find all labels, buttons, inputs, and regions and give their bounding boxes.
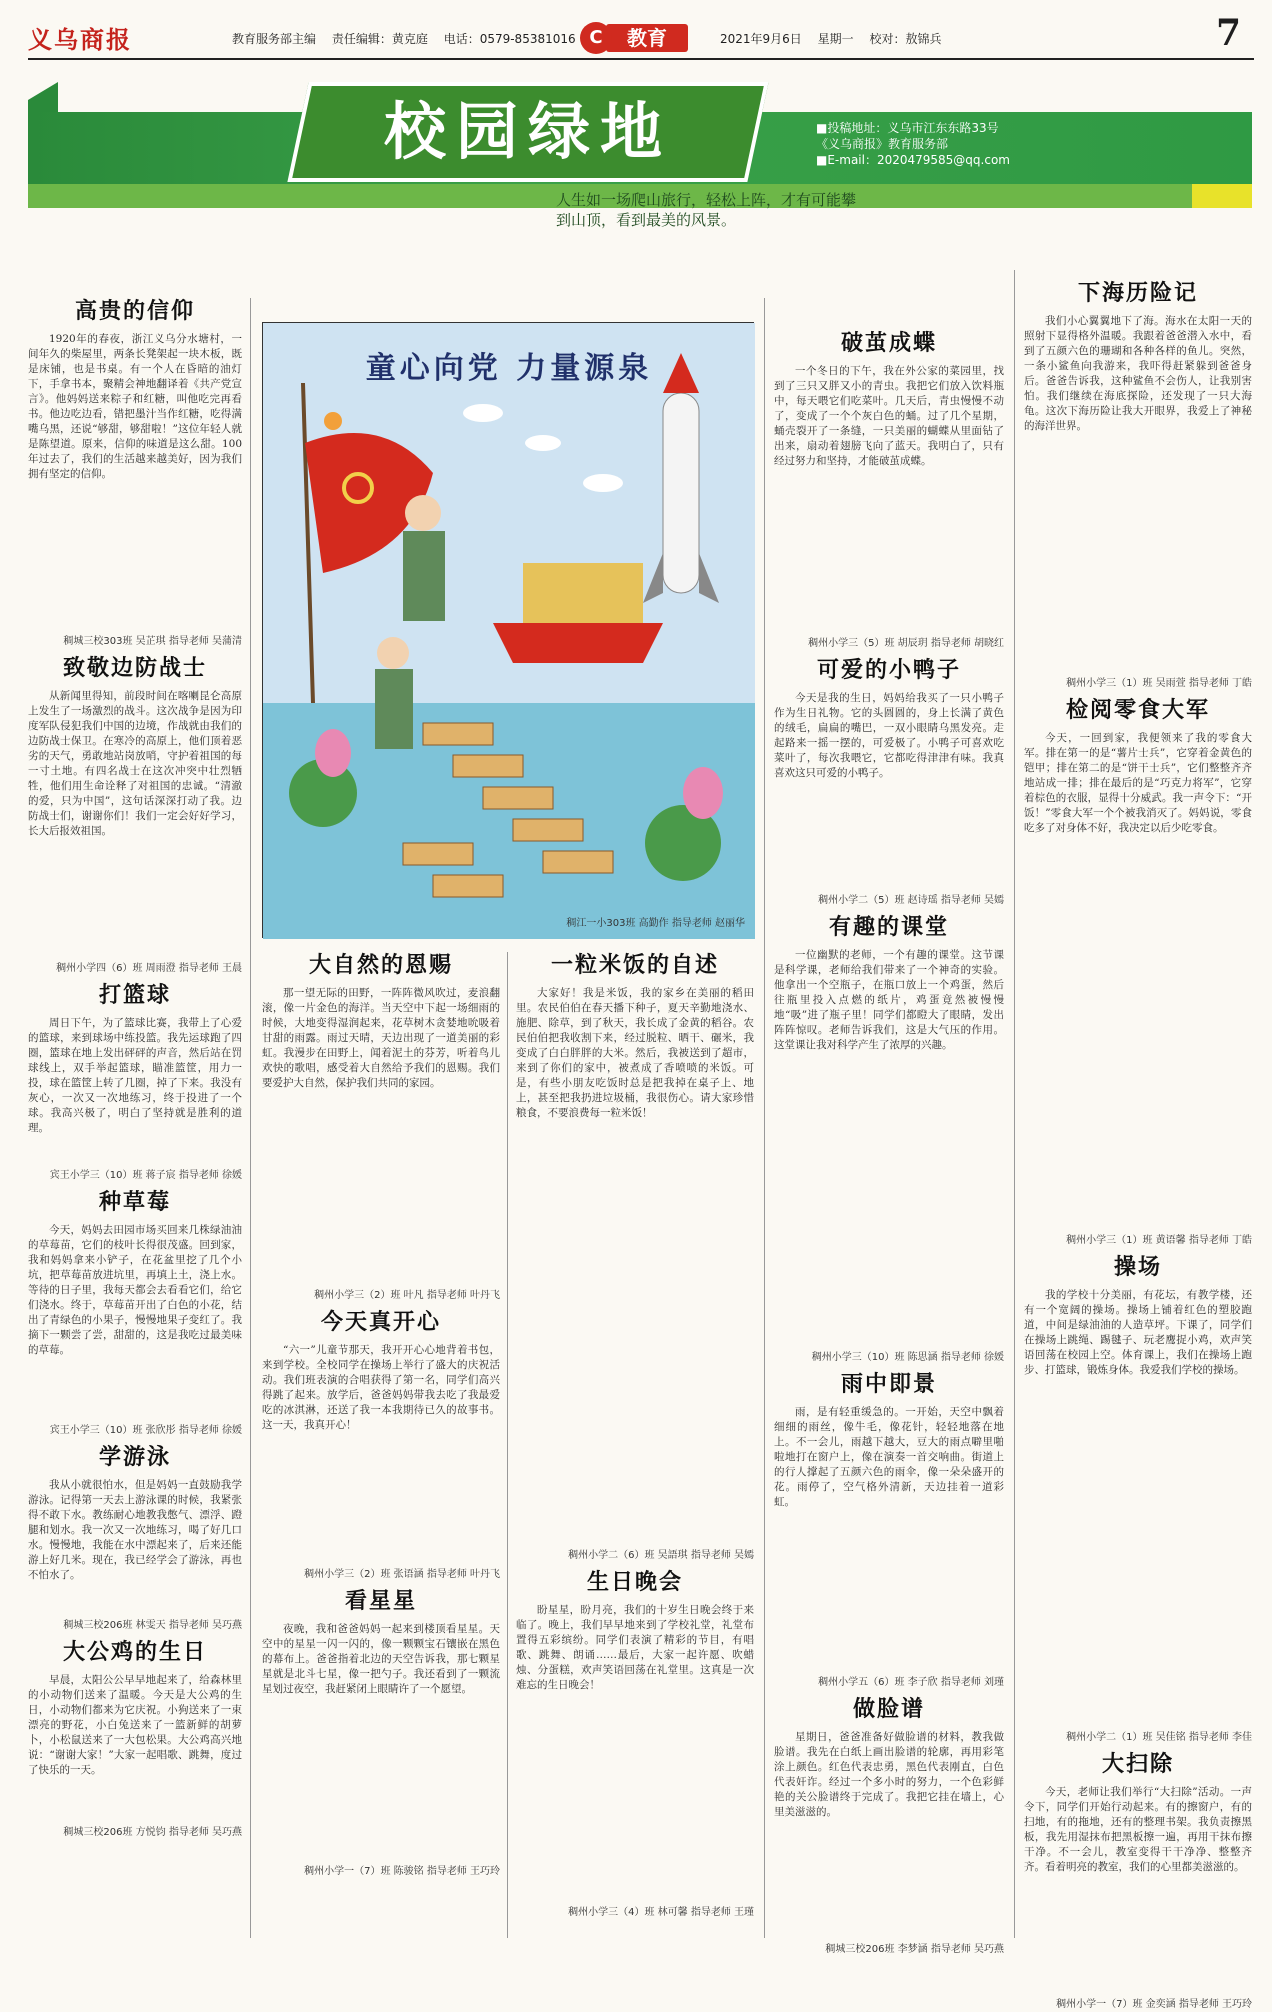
banner-title: 校园绿地 [383, 95, 672, 168]
bridge-plank [433, 875, 503, 897]
article [774, 1371, 1004, 1690]
article-byline: 稠州小学三（2）班 叶凡 指导老师 叶丹飞 [314, 1290, 500, 1301]
article-body: 雨，是有轻重缓急的。一开始，天空中飘着细细的雨丝，像牛毛，像花针，轻轻地落在地上。不一会儿，雨越下越大，豆大的雨点噼里啪啦地打在窗户上，像在演奏一首交响曲。街道上的行人撑起了五颜六色的雨伞，像一朵朵盛开的花。雨停了，空气格外清新，天边挂着一道彩虹。 [774, 1406, 1004, 1508]
issue-weekday: 星期一 [817, 32, 854, 46]
column-divider [1014, 270, 1015, 1938]
masthead [0, 0, 1272, 62]
article [28, 982, 242, 1183]
article [516, 1569, 754, 1920]
article-byline: 稠州小学二（6）班 吴語琪 指导老师 吴嫣 [568, 1550, 754, 1561]
article-byline: 宾王小学三（10）班 蒋子宸 指导老师 徐媛 [49, 1170, 242, 1181]
section-badge [580, 22, 700, 54]
article-title: 生日晚会 [586, 1570, 683, 1595]
article-byline: 稠州小学二（1）班 吴佳铭 指导老师 李佳 [1066, 1732, 1252, 1743]
article-byline: 稠州小学三（10）班 陈思涵 指导老师 徐媛 [811, 1352, 1004, 1363]
contact-department: 《义乌商报》教育服务部 [816, 137, 949, 151]
article-title: 操场 [1113, 1255, 1162, 1280]
article-title: 学游泳 [98, 1445, 171, 1470]
article [262, 1309, 500, 1582]
article-title: 下海历险记 [1077, 281, 1198, 306]
article-title: 雨中即景 [840, 1372, 937, 1397]
column-center-far [774, 330, 1004, 1955]
column-divider [250, 298, 251, 1938]
article-body: 今天，老师让我们举行“大扫除”活动。一声令下，同学们开始行动起来。有的擦窗户，有的扫地，有的拖地，还有的整理书架。我负责擦黑板，我先用湿抹布把黑板擦一遍，再用干抹布擦干净。不一会儿，教室变得干干净净、整整齐齐。看着明亮的教室，我们的心里都美滋滋的。 [1024, 1786, 1252, 1873]
article-title: 检阅零食大军 [1065, 698, 1210, 723]
column-center-right [516, 952, 754, 1938]
issue-info [720, 30, 954, 47]
column-left [28, 298, 242, 1938]
bridge-plank [453, 755, 523, 777]
article [1024, 280, 1252, 691]
article-title: 一粒米饭的自述 [550, 953, 719, 978]
article [28, 1189, 242, 1438]
editor-info [232, 30, 588, 47]
bridge-plank [483, 787, 553, 809]
rocket-body [663, 393, 699, 593]
section-logo-icon: C [580, 22, 612, 54]
article-byline: 稠城三校206班 林雯天 指导老师 吴巧燕 [63, 1620, 242, 1631]
submission-contacts [816, 120, 1010, 168]
soldier-figure [403, 531, 445, 621]
contact-email: ■E-mail：2020479585@qq.com [816, 153, 1010, 167]
article-body: 那一望无际的田野，一阵阵微风吹过，麦浪翻滚，像一片金色的海洋。当天空中下起一场细雨的时候，大地变得湿润起来，花草树木贪婪地吮吸着甘甜的雨露。雨过天晴，天边出现了一道美丽的彩虹。我漫步在田野上，闻着泥土的芬芳，听着鸟儿欢快的歌唱，感受着大自然给予我们的恩赐。我们要爱护大自然，保护我们共同的家园。 [262, 987, 500, 1089]
dove-icon [583, 474, 623, 492]
red-boat [493, 623, 663, 663]
issue-date: 2021年9月6日 [720, 32, 802, 46]
article-title: 致敬边防战士 [62, 656, 207, 681]
article-byline: 稠城三校206班 方悦钧 指导老师 吴巧燕 [63, 1827, 242, 1838]
article-title: 破茧成蝶 [840, 331, 937, 356]
column-divider [764, 298, 765, 1938]
article-body: 今天，妈妈去田园市场买回来几株绿油油的草莓苗，它们的枝叶长得很茂盛。回到家，我和妈妈拿来小铲子，在花盆里挖了几个小坑，把草莓苗放进坑里，再填上土，浇上水。等待的日子里，我每天都会去看看它们，给它们浇水。终于，草莓苗开出了白色的小花，结出了青绿色的小果子，慢慢地果子变红了。我摘下一颗尝了尝，甜甜的，这是我吃过最美味的草莓。 [28, 1224, 242, 1356]
soldier-figure [375, 669, 413, 749]
article [774, 657, 1004, 908]
banner-corner-decoration [28, 82, 58, 112]
article-title: 种草莓 [98, 1190, 171, 1215]
lotus-flower [683, 767, 723, 819]
featured-painting [262, 322, 754, 938]
page-number: 7 [1216, 12, 1242, 54]
painting-title: 童心向党 力量源泉 [365, 351, 653, 386]
article [262, 1588, 500, 1879]
article [1024, 697, 1252, 1248]
article [774, 330, 1004, 651]
article-byline: 稠州小学三（4）班 林可馨 指导老师 王瑾 [568, 1907, 754, 1918]
column-right [1024, 280, 1252, 2010]
article [516, 952, 754, 1563]
article-title: 大自然的恩赐 [308, 953, 453, 978]
banner-accent [1192, 184, 1252, 208]
painting-artwork [263, 323, 755, 939]
chief-editor: 教育服务部主编 [232, 32, 317, 46]
article-byline: 稠州小学三（2）班 张语涵 指导老师 叶丹飞 [304, 1569, 500, 1580]
article [28, 298, 242, 649]
article [262, 952, 500, 1303]
soldier-head [405, 495, 441, 531]
bridge-plank [403, 843, 473, 865]
article-byline: 宾王小学三（10）班 张欣彤 指导老师 徐媛 [49, 1425, 242, 1436]
article-body: 早晨，太阳公公早早地起来了，给森林里的小动物们送来了温暖。今天是大公鸡的生日，小动物们都来为它庆祝。小狗送来了一束漂亮的野花，小白兔送来了一篮新鲜的胡萝卜，小松鼠送来了一大包松果。大公鸡高兴地说：“谢谢大家！”大家一起唱歌、跳舞，度过了快乐的一天。 [28, 1674, 242, 1776]
article-body: 我们小心翼翼地下了海。海水在太阳一天的照射下显得格外温暖。我跟着爸爸潜入水中，看到了五颜六色的珊瑚和各种各样的鱼儿。突然，一条小鲨鱼向我游来，我吓得赶紧躲到爸爸身后。爸爸告诉我，这种鲨鱼不会伤人，让我别害怕。我们继续在海底探险，还发现了一只大海龟。这次下海历险让我大开眼界，我爱上了神秘的海洋世界。 [1024, 315, 1252, 432]
section-label: 教育 [606, 24, 688, 52]
bridge-plank [423, 723, 493, 745]
painting-caption: 稠江一小303班 高勤作 指导老师 赵丽华 [566, 918, 745, 929]
article [774, 914, 1004, 1365]
dove-icon [525, 435, 561, 451]
article [1024, 1254, 1252, 1745]
article-body: 星期日，爸爸准备好做脸谱的材料，教我做脸谱。我先在白纸上画出脸谱的轮廓，再用彩笔涂上颜色。红色代表忠勇，黑色代表刚直，白色代表奸诈。经过一个多小时的努力，一个色彩鲜艳的关公脸谱终于完成了。我把它挂在墙上，心里美滋滋的。 [774, 1731, 1004, 1818]
torch-flame [324, 412, 342, 430]
article [28, 655, 242, 976]
article-title: 看星星 [344, 1589, 417, 1614]
banner-title-box [287, 82, 768, 182]
article-byline: 稠州小学二（5）班 赵诗瑶 指导老师 吴嫣 [818, 895, 1004, 906]
article-body: 1920年的春夜，浙江义乌分水塘村，一间年久的柴屋里，两条长凳架起一块木板，既是床铺，也是书桌。有一个人在昏暗的油灯下，手拿书本，聚精会神地翻译着《共产党宣言》。他妈妈送来粽子和红糖，叫他吃完再看书。他边吃边看，错把墨汁当作红糖，吃得满嘴乌黑，还说“够甜，够甜啦！”这位年轻人就是陈望道。原来，信仰的味道是这么甜。100年过去了，我们的生活越来越美好，因为我们拥有坚定的信仰。 [28, 333, 242, 480]
bridge-plank [513, 819, 583, 841]
masthead-rule [28, 58, 1254, 60]
article-body: 周日下午，为了篮球比赛，我带上了心爱的篮球，来到球场中练投篮。我先运球跑了四圈，篮球在地上发出砰砰的声音，然后站在罚球线上，双手举起篮球，瞄准篮筐，用力一投，球在篮筐上转了几圈，掉了下来。我没有灰心，一次又一次地练习，终于投进了一个球。我高兴极了，明白了坚持就是胜利的道理。 [28, 1017, 242, 1134]
article-body: 我从小就很怕水，但是妈妈一直鼓励我学游泳。记得第一天去上游泳课的时候，我紧张得不敢下水。教练耐心地教我憋气、漂浮、蹬腿和划水。我一次又一次地练习，喝了好几口水。慢慢地，我能在水中漂起来了，后来还能游上好几米。现在，我已经学会了游泳，再也不怕水了。 [28, 1479, 242, 1581]
article-byline: 稠州小学四（6）班 周雨澄 指导老师 王晨 [56, 963, 242, 974]
article-byline: 稠州小学一（7）班 金奕涵 指导老师 王巧玲 [1056, 1999, 1252, 2010]
article-body: 今天，一回到家，我便领来了我的零食大军。排在第一的是“薯片士兵”，它穿着金黄色的铠甲；排在第二的是“饼干士兵”，它们整整齐齐地站成一排；排在最后的是“巧克力将军”，它穿着棕色的衣服，显得十分威武。我一声令下：“开饭！”零食大军一个个被我消灭了。妈妈说，零食吃多了对身体不好，我决定以后少吃零食。 [1024, 732, 1252, 834]
article-title: 大扫除 [1101, 1752, 1174, 1777]
article-body: 盼星星，盼月亮，我们的十岁生日晚会终于来临了。晚上，我们早早地来到了学校礼堂，礼堂布置得五彩缤纷。同学们表演了精彩的节目，有唱歌、跳舞、朗诵……最后，大家一起许愿、吹蜡烛、分蛋糕，欢声笑语回荡在礼堂里。这真是一次难忘的生日晚会！ [516, 1604, 754, 1691]
article-byline: 稠州小学三（1）班 黄语馨 指导老师 丁皓 [1066, 1235, 1252, 1246]
article-title: 做脸谱 [852, 1697, 925, 1722]
section-banner [28, 82, 1252, 260]
article-byline: 稠州小学三（1）班 吴雨萱 指导老师 丁皓 [1066, 678, 1252, 689]
phone: 电话：0579-85381016 [443, 32, 576, 46]
article-title: 大公鸡的生日 [62, 1640, 207, 1665]
article-body: 今天是我的生日，妈妈给我买了一只小鸭子作为生日礼物。它的头圆圆的，身上长满了黄色的绒毛，扁扁的嘴巴，一双小眼睛乌黑发亮。走起路来一摇一摆的，可爱极了。小鸭子可喜欢吃菜叶了，每次我喂它，它都吃得津津有味。我真喜欢这只可爱的小鸭子。 [774, 692, 1004, 779]
article [1024, 1751, 1252, 2012]
article-title: 有趣的课堂 [828, 915, 949, 940]
proofreader: 校对：敖锦兵 [869, 32, 942, 46]
soldier-head [377, 637, 409, 669]
newspaper-name: 义乌商报 [28, 25, 132, 54]
bridge-plank [543, 851, 613, 873]
column-center-left [262, 952, 500, 1938]
article-title: 今天真开心 [320, 1310, 441, 1335]
article-title: 打篮球 [98, 983, 171, 1008]
article [28, 1639, 242, 1840]
article-byline: 稠州小学五（6）班 李子欣 指导老师 刘瑾 [818, 1677, 1004, 1688]
article [28, 1444, 242, 1633]
banner-slogan: 人生如一场爬山旅行，轻松上阵，才有可能攀到山顶，看到最美的风景。 [556, 191, 857, 229]
boat-cabin [523, 563, 643, 623]
duty-editor: 责任编辑：黄克庭 [331, 32, 428, 46]
article-body: 我的学校十分美丽，有花坛，有教学楼，还有一个宽阔的操场。操场上铺着红色的塑胶跑道，中间是绿油油的人造草坪。下课了，同学们在操场上跳绳、踢毽子、玩老鹰捉小鸡，欢声笑语回荡在校园上空。体育课上，我们在操场上跑步、打篮球，锻炼身体。我爱我们学校的操场。 [1024, 1289, 1252, 1376]
article-byline: 稠城三校206班 李梦涵 指导老师 吴巧燕 [825, 1944, 1004, 1955]
article-title: 高贵的信仰 [74, 299, 195, 324]
article-body: 一位幽默的老师，一个有趣的课堂。这节课是科学课，老师给我们带来了一个神奇的实验。他拿出一个空瓶子，在瓶口放上一个鸡蛋，然后往瓶里投入点燃的纸片，鸡蛋竟然被慢慢地“吸”进了瓶子里！同学们都瞪大了眼睛，发出阵阵惊叹。老师告诉我们，这是大气压的作用。这堂课让我对科学产生了浓厚的兴趣。 [774, 949, 1004, 1051]
article-byline: 稠州小学三（5）班 胡辰玥 指导老师 胡晓红 [808, 638, 1004, 649]
lotus-flower [315, 729, 351, 777]
article-body: “六一”儿童节那天，我开开心心地背着书包，来到学校。全校同学在操场上举行了盛大的庆祝活动。我们班表演的合唱获得了第一名，同学们高兴得跳了起来。放学后，爸爸妈妈带我去吃了我最爱吃的冰淇淋，还送了我一本我期待已久的故事书。这一天，我真开心！ [262, 1344, 500, 1431]
column-divider [507, 952, 508, 1938]
article-title: 可爱的小鸭子 [816, 658, 961, 683]
article-byline: 稠州小学一（7）班 陈骏铭 指导老师 王巧玲 [304, 1866, 500, 1877]
dove-icon [463, 404, 503, 422]
article-body: 从新闻里得知，前段时间在喀喇昆仑高原上发生了一场激烈的战斗。这次战争是因为印度军队侵犯我们中国的边境，作战就由我们的边防战士保卫。在寒冷的高原上，他们顶着恶劣的天气，勇敢地站岗放哨，守护着祖国的每一寸土地。有四名战士在这次冲突中壮烈牺牲，他们用生命诠释了对祖国的忠诚。“清澈的爱，只为中国”，这句话深深打动了我。边防战士们，谢谢你们！我们一定会好好学习，长大后报效祖国。 [28, 690, 242, 837]
contact-address: ■投稿地址：义乌市江东东路33号 [816, 121, 999, 135]
article-body: 一个冬日的下午，我在外公家的菜园里，找到了三只又胖又小的青虫。我把它们放入饮料瓶中，每天喂它们吃菜叶。几天后，青虫慢慢不动了，变成了一个个灰白色的蛹。过了几个星期，蛹壳裂开了一条缝，一只美丽的蝴蝶从里面钻了出来，扇动着翅膀飞向了蓝天。我明白了，只有经过努力和坚持，才能破茧成蝶。 [774, 365, 1004, 467]
article-body: 大家好！我是米饭，我的家乡在美丽的稻田里。农民伯伯在春天播下种子，夏天辛勤地浇水、施肥、除草，到了秋天，我长成了金黄的稻谷。农民伯伯把我收割下来，经过脱粒、晒干、碾米，我变成了白白胖胖的大米。然后，我被送到了超市，来到了你们的家中，被煮成了香喷喷的米饭。可是，有些小朋友吃饭时总是把我掉在桌子上、地上，甚至把我扔进垃圾桶，我很伤心。请大家珍惜粮食，不要浪费每一粒米饭！ [516, 987, 754, 1119]
article-body: 夜晚，我和爸爸妈妈一起来到楼顶看星星。天空中的星星一闪一闪的，像一颗颗宝石镶嵌在黑色的幕布上。爸爸指着北边的天空告诉我，那七颗星星就是北斗七星，像一把勺子。我还看到了一颗流星划过夜空，我赶紧闭上眼睛许了一个愿望。 [262, 1623, 500, 1695]
article [774, 1696, 1004, 1957]
article-byline: 稠城三校303班 吴芷琪 指导老师 吴蒲清 [63, 636, 242, 647]
